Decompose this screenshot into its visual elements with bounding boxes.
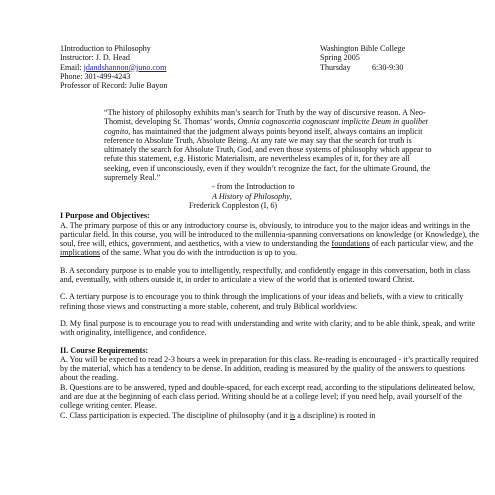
requirement-c-text-1: C. Class participation is expected. The discipline of philosophy (and it bbox=[60, 410, 290, 420]
purpose-c: C. A tertiary purpose is to encourage you to think through the implications of your ideas and beliefs, with a view to critically refining those views and constructing a more stable, coherent, and truly Biblical worldview. bbox=[60, 292, 464, 311]
schedule-day: Thursday bbox=[320, 62, 351, 72]
quote-part-2: , has maintained that the judgment always points beyond itself, always contains an implicit reference to Absolute Truth, Absolute Being. At any rate we may say that the search for truth is ultimately the search for Absolute Truth, God, and even those systems of philosophy which appear to refute this statement, e.g. Historic Materialism, are nevertheless examples of it, for they are all seeking, even if unconsciously, even if they wouldn’t recognize the fact, for the ultimate Ground, the supremely Real.” bbox=[104, 126, 432, 183]
professor-line: Professor of Record: Julie Bayon bbox=[60, 81, 168, 91]
requirement-a: A. You will be expected to read 2-3 hours a week in preparation for this class. Re-reading is encouraged - it’s practically required by the material, which has a tendency to be dense. In addition, reading is measured by the quality of the answers to questions about the reading. bbox=[60, 354, 479, 383]
quote-latin: Omnia cognoscetia cognoscunt implicite Deum in quolibet cognito bbox=[104, 117, 428, 136]
section-heading-purpose: I Purpose and Objectives: bbox=[60, 211, 150, 221]
schedule-line bbox=[320, 63, 405, 72]
course-header bbox=[60, 44, 495, 108]
attribution-line-2 bbox=[212, 192, 495, 201]
school-name: Washington Bible College bbox=[320, 44, 406, 53]
requirement-b: B. Questions are to be answered, typed and double-spaced, for each excerpt read, according to the stipulations delineated below, and are due at the beginning of each class period. Writing should be at a college level; if you need help, avail yourself of the college writing center. Please. bbox=[60, 382, 476, 411]
purpose-a-foundations: foundations bbox=[331, 239, 370, 249]
requirement-c-is: is bbox=[289, 410, 296, 420]
quote-text bbox=[104, 108, 434, 182]
purpose-a-text-2: of each particular view, and the bbox=[369, 239, 474, 249]
email-link[interactable]: jdandshannon@juno.com bbox=[83, 62, 167, 72]
header-right bbox=[320, 44, 405, 72]
purpose-a-text-3: of the same. What you do with the introduction is up to you. bbox=[100, 248, 298, 258]
purpose-d: D. My final purpose is to encourage you to read with understanding and write with clarity, and to be able think, speak, and write with originality, intelligence, and confidence. bbox=[60, 318, 476, 338]
phone-line: Phone: 301-499-4243 bbox=[60, 71, 131, 81]
requirement-c bbox=[60, 411, 482, 420]
term: Spring 2005 bbox=[320, 53, 360, 63]
epigraph-quote bbox=[104, 108, 434, 182]
instructor-line: Instructor: J. D. Head bbox=[60, 53, 130, 63]
schedule-time: 6:30-9:30 bbox=[372, 62, 404, 72]
header-left bbox=[60, 44, 167, 90]
purpose-a-text-1: A. The primary purpose of this or any introductory course is, obviously, to introduce you to the major ideas and writings in the particular field. In this course, you will be introduced to the millennia-spanning conversations on knowledge (or Knowledge), the soul, free will, ethics, government, and aesthetics, with a view to understanding the bbox=[60, 220, 479, 249]
section-heading-requirements: II. Course Requirements: bbox=[60, 345, 149, 355]
attribution-book: A History of Philosophy bbox=[212, 191, 290, 201]
attribution-line-1: - from the Introduction to bbox=[212, 182, 295, 192]
quote-part-1: “The history of philosophy exhibits man’s search for Truth by the way of discursive reason. A Neo-Thomist, developing St. Thomas’ words, bbox=[104, 108, 426, 127]
purpose-a bbox=[60, 221, 482, 258]
purpose-a-implications: implications bbox=[60, 248, 101, 258]
purpose-b: B. A secondary purpose is to enable you to intelligently, respectfully, and confidently engage in this conversation, both in class and, eventually, with others outside it, in order to articulate a view of the world that is oriented toward Christ. bbox=[60, 265, 471, 285]
requirement-c-text-2: a discipline) is rooted in bbox=[295, 410, 376, 420]
attribution-line-3: Frederick Coppleston (I, 6) bbox=[189, 200, 278, 210]
quote-attribution bbox=[189, 182, 495, 210]
course-title: 1Introduction to Philosophy bbox=[60, 44, 151, 53]
email-label: Email: bbox=[60, 62, 84, 72]
email-line bbox=[60, 63, 167, 72]
attribution-comma: , bbox=[289, 191, 292, 201]
